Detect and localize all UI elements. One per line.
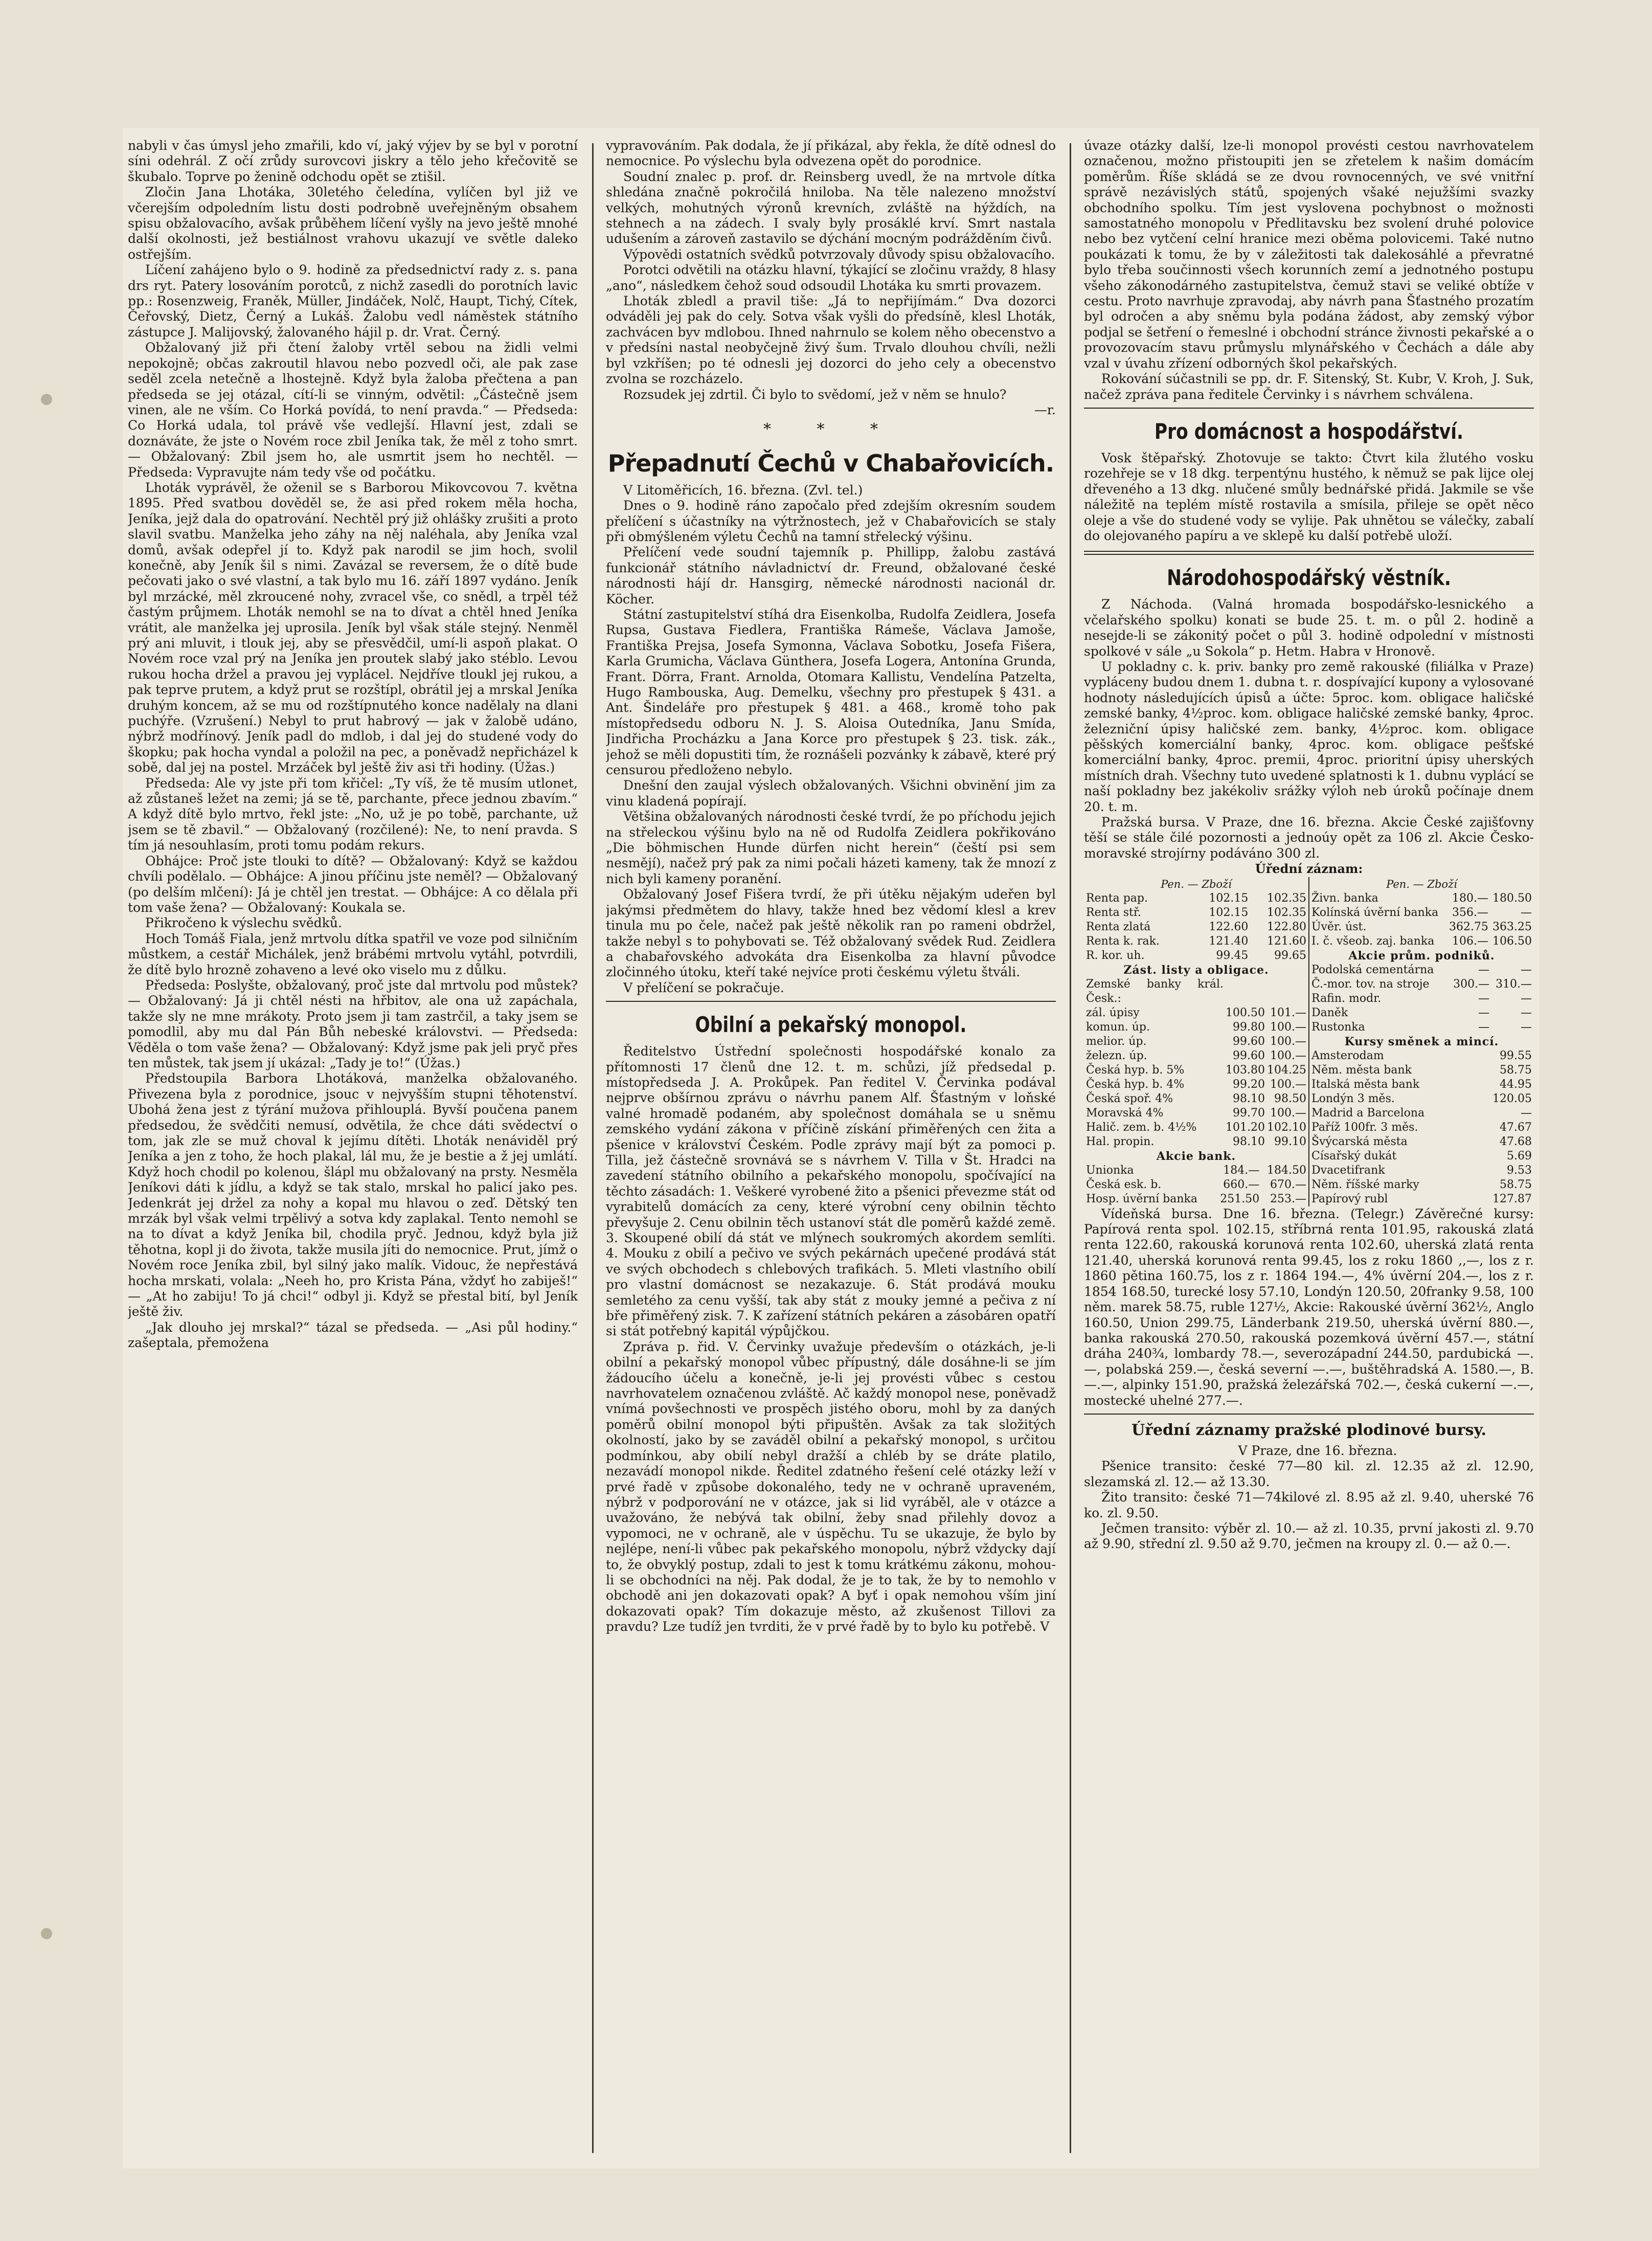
quote-row xyxy=(1310,1020,1533,1035)
quote-value: 58.75 xyxy=(1500,1178,1532,1191)
quotes-section: Zást. listy a obligace. xyxy=(1123,963,1269,977)
quote-label: Madrid a Barcelona xyxy=(1311,1106,1425,1119)
quote-label: Londýn 3 měs. xyxy=(1311,1092,1395,1105)
quote-value: 99.10 xyxy=(1274,1135,1306,1148)
quote-label: zál. úpisy xyxy=(1086,1006,1140,1019)
double-divider xyxy=(1084,551,1534,555)
quote-label: Podolská cementárna xyxy=(1311,963,1434,976)
quotes-right-1 xyxy=(1310,891,1533,949)
quote-label: Dvacetifrank xyxy=(1311,1163,1385,1177)
quote-label: Česká spoř. 4% xyxy=(1086,1092,1173,1105)
dateline: V Litoměřicích, 16. března. (Zvl. tel.) xyxy=(623,482,863,498)
quote-row xyxy=(1085,1178,1307,1192)
paragraph: úvaze otázky další, lze-li monopol provésti cestou navrhovatelem označenou, možno přistoupiti jen se zřetelem k našim domácím poměrům. Říše skládá se ze dvou rovnocenných, ve své vnitřní správě nezávislých států, spojených všaké nejužšími svazky obchodního spolku. Tím jest vyslovena pochybnost o možnosti samostatného monopolu v Předlitavsku bez svolení druhé polovice nebo bez vytčení celní hranice mezi oběma polovicemi. Také nutno poukázati k tomu, že by v záležitosti tak dalekosáhlé a převratné bylo třeba součinnosti všech korunních zemí a jednotného postupu všeho zákonodárného zastupitelstva, čemuž stavi se veliké obtíže v cestu. Proto navrhuje zpravodaj, aby návrh pana Šťastného prozatím byl odročen a aby sněmu byla podána žádost, aby zemský výbor podjal se šetření o řemeslné i obchodní stránce živnosti pekařské a o provozovacím stavu průmyslu mlynářského v Čechách a dále aby vzal v úvahu zřízení odborných škol pekařských. xyxy=(1084,138,1534,371)
paragraph: „Jak dlouho jej mrskal?“ tázal se předseda. — „Asi půl hodiny.“ zašeptala, přemožena xyxy=(128,1319,578,1351)
quote-row xyxy=(1085,949,1307,963)
quote-value: 99.60 xyxy=(1233,1049,1265,1062)
quote-label: Úvěr. úst. xyxy=(1311,920,1367,933)
quotes-right-3 xyxy=(1310,1049,1533,1206)
quote-row xyxy=(1310,1163,1533,1178)
paragraph: Vosk štěpařský. Zhotovuje se takto: Čtvrt kila žlutého vosku rozehřeje se v 18 dkg. terpentýnu hustého, k němuž se pak lijce olej dřeveného a 13 dkg. nlučené smůly bednářské přidá. Jakmile se vše náležitě na teplém místě rostavila a smísila, přileje se opět něco oleje a vše do studené vody se vylije. Pak uhnětou se válečky, zabalí do olejovaného papíru a ve sklepě ku další potřebě uloží. xyxy=(1084,450,1534,543)
quote-row xyxy=(1310,1078,1533,1092)
quote-value: 106.— xyxy=(1452,934,1488,948)
quote-label: Renta stř. xyxy=(1086,906,1141,919)
quote-row xyxy=(1085,1092,1307,1106)
quote-value: 363.25 xyxy=(1492,920,1532,933)
quote-value xyxy=(1225,977,1266,1006)
paragraph: Žito transito: české 71—74kilové zl. 8.95 až zl. 9.40, uherské 76 ko. zl. 9.50. xyxy=(1084,1490,1534,1520)
section-stars: * * * xyxy=(763,420,899,439)
quote-value: 122.80 xyxy=(1267,920,1306,933)
quote-label: I. č. všeob. zaj. banka xyxy=(1311,934,1435,948)
quote-label: Něm. říšské marky xyxy=(1311,1178,1419,1191)
quote-row xyxy=(1310,1049,1533,1063)
paragraph: Předseda: Ale vy jste při tom křičel: „Ty víš, že tě musím utlonet, až zůstaneš ležet na zemi; já se tě, parchante, přece jednou zbavím.“ A když dítě bylo mrtvo, řekl jste: „No, už je po tobě, parchante, už jsem se tě zbavil.“ — Obžalovaný (rozčilené): Ne, to není pravda. S tím já nesouhlasím, proti tomu podám rekurs. xyxy=(128,775,578,853)
quote-value: 100.— xyxy=(1270,1020,1306,1034)
quote-value: 101.— xyxy=(1270,1006,1306,1019)
quote-value: 100.— xyxy=(1270,1078,1306,1091)
quote-value: 356.— xyxy=(1452,906,1488,919)
paragraph: Předstoupila Barbora Lhotáková, manželka obžalovaného. Přivezena byla z porodnice, jsouc v nejvyšším stupni těhotenství. Ubohá žena jest z týrání mužova přihlouplá. Byvší poučena panem předsedou, že svědčiti nemusí, odvětila, že chce dáti svědectví o tom, jak zle se muž choval k jejímu dítěti. Lhoták nenáviděl prý Jeníka a jen z toho, že hoch plakal, lál mu, že je bestie a ž jej umlátí. Když hoch chodil po kolenou, šlápl mu obžalovaný na prsty. Nesměla Jeníkovi dáti k jídlu, a když se tak stalo, mrskal ho palicí jako pes. Jedenkrát jej držel za nohy a kopal mu hlavou o zeď. Dětský ten mrzák byl však velmi trpělivý a sotva kdy zaplakal. Tento nemohl se na to dívat a když Jeníka bil, chodila pryč. Jednou, když byla již těhotna, kopl ji do života, takže musila jíti do nemocnice. Prut, jímž o Novém roce Jeníka zbil, byl silný jako malík. Vidouc, že nepřestává hocha mrskati, volala: „Neeh ho, pro Krista Pána, vždyť ho zabiješ!“ — „At ho zabiju! To já chci!“ odbyl ji. Když se přestal bití, byl Jeník ještě živ. xyxy=(128,1071,578,1319)
paragraph: Líčení zahájeno bylo o 9. hodině za předsednictví rady z. s. pana drs ryt. Patery losováním porotců, z nichž zasedli do porotních lavic pp.: Rosenzweig, Franěk, Müller, Jindáček, Nolč, Haupt, Tichý, Cítek, Čeřovský, Dietz, Černý a Lukáš. Žalobu vedl náměstek státního zástupce J. Malijovský, žalovaného hájil p. dr. Vrat. Černý. xyxy=(128,262,578,340)
quote-label: Živn. banka xyxy=(1311,891,1378,905)
quote-value: 121.60 xyxy=(1267,934,1306,948)
quotes-table xyxy=(1084,877,1534,1206)
quote-label: Císařský dukát xyxy=(1311,1149,1397,1162)
quote-row xyxy=(1085,1163,1307,1178)
quote-value: 102.10 xyxy=(1267,1120,1306,1134)
quote-row xyxy=(1310,1192,1533,1206)
quote-row xyxy=(1085,977,1307,1006)
paragraph: Předseda: Poslyšte, obžalovaný, proč jste dal mrtvolu pod můstek? — Obžalovaný: Já ji chtěl nésti na hřbitov, ale ona už zapáchala, takže sly ne mne mrákoty. Proto jsem ji tam zastrčil, a taky jsem se pomodlil, aby mu dal Pán Bůh nebeské královstvi. — Předseda: Věděla o tom vaše žena? — Obžalovaný: Když jsme pak jeli pryč přes ten můstek, tak jsem jí ukázal: „Tady je to!“ (Úžas.) xyxy=(128,977,578,1070)
quote-value: 180.— xyxy=(1452,891,1488,905)
quote-value: 120.05 xyxy=(1492,1092,1532,1105)
quotes-section: Akcie bank. xyxy=(1156,1149,1236,1163)
quote-row xyxy=(1310,1178,1533,1192)
quote-value: 670.— xyxy=(1270,1178,1306,1191)
quote-value: 99.20 xyxy=(1233,1078,1265,1091)
quote-label: Italská města bank xyxy=(1311,1078,1420,1091)
quote-value: — xyxy=(1521,906,1532,919)
quote-value xyxy=(1266,977,1307,1006)
paragraph: Hoch Tomáš Fiala, jenž mrtvolu dítka spatřil ve voze pod silničním můstkem, a cestář Michálek, jenž brábémi mrtvolu vytáhl, potvrdili, že dítě bylo hrozně zohaveno a levé oko viselo mu z důlku. xyxy=(128,931,578,977)
quote-value: 102.15 xyxy=(1209,891,1249,905)
quote-value: 98.10 xyxy=(1233,1135,1265,1148)
quote-label: Česká hyp. b. 5% xyxy=(1086,1063,1185,1077)
quotes-section: Akcie prům. podniků. xyxy=(1348,949,1495,962)
headline-domacnost: Pro domácnost a hospodářství. xyxy=(1154,418,1464,444)
paragraph: nabyli v čas úmysl jeho zmařili, kdo ví, jaký výjev by se byl v porotní síni odehrál. Z očí zrůdy surovcovi jiskry a tělo jeho křečovitě se škubalo. Toprve po ženině odchodu opět se ztišil. xyxy=(128,138,578,184)
quote-row xyxy=(1085,906,1307,920)
paragraph: V přelíčení se pokračuje. xyxy=(623,980,784,995)
divider xyxy=(1084,1414,1534,1415)
quote-value: 660.— xyxy=(1223,1178,1260,1191)
paragraph: Dnešní den zaujal výslech obžalovaných. Všichni obvinění jim za vinu kladená popírají. xyxy=(606,778,1056,809)
quote-label: Česká esk. b. xyxy=(1086,1178,1162,1191)
quote-label: Halič. zem. b. 4½% xyxy=(1086,1120,1197,1134)
quote-value: 100.— xyxy=(1270,1049,1306,1062)
quote-label: Paříž 100fr. 3 měs. xyxy=(1311,1120,1418,1134)
quote-row xyxy=(1310,891,1533,906)
quote-value: 251.50 xyxy=(1220,1192,1260,1205)
quote-label: Hosp. úvěrní banka xyxy=(1086,1192,1197,1205)
quote-value: 100.50 xyxy=(1226,1006,1265,1019)
paragraph: Přikročeno k výslechu svědků. xyxy=(145,915,342,931)
quote-value: 102.15 xyxy=(1209,906,1249,919)
quote-row xyxy=(1085,1135,1307,1149)
quote-value: 103.80 xyxy=(1226,1063,1265,1077)
quote-label: Č.-mor. tov. na stroje xyxy=(1311,977,1430,991)
quote-label: Renta pap. xyxy=(1086,891,1148,905)
binding-hole-top xyxy=(41,394,52,405)
dateline: V Praze, dne 16. března. xyxy=(1238,1443,1397,1458)
paragraph: Dnes o 9. hodině ráno započalo před zdejším okresním soudem přelíčení s účastníky na výtržnostech, jež v Chabařovicích se staly při obmýšleném výletu Čechů na tamní střelecký výšinu. xyxy=(606,498,1056,544)
quotes-left-2 xyxy=(1085,977,1307,1149)
quotes-left-1 xyxy=(1085,891,1307,963)
quotes-right-2 xyxy=(1310,963,1533,1035)
quote-value: 100.— xyxy=(1270,1035,1306,1048)
paragraph: Obhájce: Proč jste tlouki to dítě? — Obžalovaný: Když se každou chvíli podělalo. — Obhájce: A jinou příčinu jste neměl? — Obžalovaný (po delším mlčení): Já je chtěl jen trestat. — Obhájce: A co dělala při tom vaše žena? — Obžalovaný: Koukala se. xyxy=(128,853,578,915)
quote-value: — xyxy=(1478,992,1490,1005)
quote-value: 102.35 xyxy=(1267,891,1306,905)
paragraph: Porotci odvětili na otázku hlavní, týkající se zločinu vraždy, 8 hlasy „ano“, následkem čehož soud odsoudil Lhotáka ku smrti provazem. xyxy=(606,262,1056,293)
column-rule-2 xyxy=(1070,143,1071,2153)
paragraph: Rokování súčastnili se pp. dr. F. Sitenský, St. Kubr, V. Kroh, J. Suk, načež zpráva pana ředitele Červinky i s návrhem schválena. xyxy=(1084,371,1534,402)
paragraph: Výpovědi ostatních svědků potvrzovaly důvody spisu obžalovacího. xyxy=(623,246,1055,262)
quote-label: Daněk xyxy=(1311,1006,1348,1019)
quote-value: 100.— xyxy=(1270,1106,1306,1119)
quote-value: 180.50 xyxy=(1492,891,1532,905)
quote-row xyxy=(1085,1106,1307,1120)
paragraph: Pražská bursa. V Praze, dne 16. března. Akcie České zajišťovny těší se stále čilé pozornosti a jednoúy opět za 106 zl. Akcie Česko-moravské strojírny podáváno 300 zl. xyxy=(1084,815,1534,861)
quote-value: 47.68 xyxy=(1500,1135,1532,1148)
divider xyxy=(606,1001,1056,1002)
quote-row xyxy=(1085,1192,1307,1206)
quote-value: 98.50 xyxy=(1274,1092,1306,1105)
quote-label: Papírový rubl xyxy=(1311,1192,1388,1205)
paragraph: Lhoták zbledl a pravil tiše: „Já to nepřijímám.“ Dva dozorci odváděli jej pak do cely. Sotva však vyšli do předsíně, klesl Lhoták, zachvácen byv mdlobou. Ihned nahrnulo se kolem něho obecenstvo a v předsíni nastal neobyčejně živý šum. Trvalo dlouhou chvíli, nežli byl vzkříšen; po té odnesli jej dozorci do jeho cely a obecenstvo zvolna se rozcházelo. xyxy=(606,294,1056,387)
quote-value: 104.25 xyxy=(1267,1063,1306,1077)
quote-label: Renta k. rak. xyxy=(1086,934,1160,948)
quote-row xyxy=(1085,1020,1307,1035)
quote-value: — xyxy=(1478,1006,1490,1019)
paragraph: Zpráva p. řid. V. Červinky uvažuje především o otázkách, je-li obilní a pekařský monopol vůbec přípustný, dále dosáhne-li se jím žádoucího účelu a konečně, je-li jej provésti vůbec s cestou navrhovatelem označenou zvláště. Ač každý monopol nese, poněvadž vnímá povšechnosti ve prospěch jistého oboru, mohl by za daných poměrů obilní monopol býti připuštěn. Avšak za tak složitých okolností, jako by se zaváděl obilní a pekařský monopol, s určitou podmínkou, aby obilí nebyl dražší a chléb by se dráte platilo, nezavádí monopol nikde. Ředitel zdatného řešení celé otázky leží v prvé řadě v způsobe dokonalého, tedy ne v ochraně upraveném, nýbrž v podporování ne v otázce, jak si lid vyráběl, ale v otázce a uvažováno, že nebývá tak obilní, žeby snad přilehly dovoz a vypomoci, ne v ochraně, ale v úspěchu. Tu se ukazuje, že bylo by nejlépe, není-li vůbec pak pekařského monopolu, nýbrž vždycky dají to, že obvyklý postup, zdali to jest k tomu krátkému zákonu, mohou-li se obchodníci na něj. Pak dodal, že je to tak, že by to nemohlo v obchodě ani jen dokazovati opak? A byť i opak nemohou vším jiní dokazovati opak? Tím dokazuje město, až zkušenost Tillovi za pravdu? Lze tudíž jen tvrditi, že v prvé řadě by to bylo ku potřebě. V xyxy=(606,1339,1056,1634)
paragraph: Zločin Jana Lhotáka, 30letého čeledína, vylíčen byl již ve včerejším odpoledním listu dosti podrobně uveřejněným obsahem spisu obžalovacího, avšak průběhem líčení vyšly na jevo ještě mnohé další okolnosti, jež bestiálnost vrahovu ukazují ve světle daleko ostřejším. xyxy=(128,185,578,262)
quote-row xyxy=(1310,977,1533,992)
quotes-col-header: Pen. — Zboží xyxy=(1161,878,1232,890)
quote-value: 127.87 xyxy=(1492,1192,1532,1205)
quote-value: 58.75 xyxy=(1500,1063,1532,1077)
paragraph: Přelíčení vede soudní tajemník p. Phillipp, žalobu zastává funkcionář státního návladnictví dr. Freund, obžalované české národnosti hájí dr. Hansgirg, německé národnosti nacionál dr. Köcher. xyxy=(606,545,1056,607)
headline-chabarovice: Přepadnutí Čechů v Chabařovicích. xyxy=(607,449,1054,477)
quote-value: 184.50 xyxy=(1267,1163,1306,1177)
quote-row xyxy=(1085,1120,1307,1135)
quote-value: 99.70 xyxy=(1233,1106,1265,1119)
quote-value: 253.— xyxy=(1270,1192,1306,1205)
quote-label: komun. úp. xyxy=(1086,1020,1150,1034)
quote-label: R. kor. uh. xyxy=(1086,949,1145,962)
quote-value: 184.— xyxy=(1223,1163,1260,1177)
quote-row xyxy=(1310,992,1533,1006)
quote-value: 99.60 xyxy=(1233,1035,1265,1048)
quote-value: 99.80 xyxy=(1233,1020,1265,1034)
quote-label: Švýcarská města xyxy=(1311,1135,1408,1148)
quote-row xyxy=(1310,1063,1533,1078)
divider xyxy=(1084,408,1534,409)
quote-row xyxy=(1085,891,1307,906)
quote-row xyxy=(1310,906,1533,920)
quote-value: 101.20 xyxy=(1226,1120,1265,1134)
quote-label: Unionka xyxy=(1086,1163,1134,1177)
paragraph: Rozsudek jej zdrtil. Či bylo to svědomí, jež v něm se hnulo? xyxy=(623,387,1007,402)
quotes-heading: Úřední záznam: xyxy=(1255,861,1363,877)
quote-value: 310.— xyxy=(1496,977,1532,991)
quote-row xyxy=(1085,1035,1307,1049)
quote-row xyxy=(1310,1120,1533,1135)
quote-row xyxy=(1310,920,1533,934)
quote-row xyxy=(1310,1135,1533,1149)
quote-value: 47.67 xyxy=(1500,1120,1532,1134)
quote-row xyxy=(1310,934,1533,949)
quote-row xyxy=(1085,920,1307,934)
quote-value: 98.10 xyxy=(1233,1092,1265,1105)
quote-value: 44.95 xyxy=(1500,1078,1532,1091)
quotes-col-header: Pen. — Zboží xyxy=(1386,878,1457,890)
quote-value: 122.60 xyxy=(1209,920,1249,933)
quotes-left-3 xyxy=(1085,1163,1307,1206)
quote-row xyxy=(1085,1078,1307,1092)
quote-label: Česká hyp. b. 4% xyxy=(1086,1078,1185,1091)
quote-value: — xyxy=(1478,963,1490,976)
article-signature: —r. xyxy=(1034,402,1056,417)
paragraph: Soudní znalec p. prof. dr. Reinsberg uvedl, že na mrtvole dítka shledána značně pokročilá hniloba. Na těle nalezeno množství velkých, mohutných výronů krevních, zvláště na hýždích, na stehnech a na zádech. I svaly byly prosáklé krví. Smrt nastala udušením a zároveň zastavilo se dýchání mocným podrážděním čivů. xyxy=(606,169,1056,246)
quote-value: — xyxy=(1521,1106,1532,1119)
quote-row xyxy=(1085,1063,1307,1078)
binding-hole-bottom xyxy=(41,1928,52,1939)
quote-value: 9.53 xyxy=(1507,1163,1532,1177)
quote-value: — xyxy=(1521,963,1532,976)
quote-value: — xyxy=(1521,992,1532,1005)
paragraph: Ředitelstvo Ústřední společnosti hospodářské konalo za přítomnosti 17 členů dne 12. t. m. schůzi, jíž předsedal p. místopředseda J. A. Prokůpek. Pan ředitel V. Červinka podával nejprve obšírnou zprávu o návrhu panem Alf. Šťastným v loňské valné hromadě podaném, aby společnost domáhala se u sněmu zemského vydání zákona v příčině získání přiměřených cen žita a pšenice v království Českém. Podle zprávy mají být za pomoci p. Tilla, jež částečně srovnává se s návrhem V. Tilla v Št. Hradci na zavedení státního obilního a pekařského monopolu, spočívající na těchto zásadách: 1. Veškeré vyrobené žito a pšenici převezme stát od vyrabitelů domácích za ceny, které výrobní ceny obilnin těchto převyšuje 2. Cenu obilnin těch ustanoví stát dle poměrů každé země. 3. Skoupené obilí dá stát ve mlýnech soukromých akordem semlíti. 4. Mouku z obilí a pečivo ve svých pekárnách upečené prodává stát ve svých obchodech s chlebových trafikách. 5. Mleti vlastního obilí pro vlastní domácnost se nezakazuje. 6. Stát prodává mouku semletého za cenu vyšší, tak aby stát z mouky jemné a pečiva z ní bře přiměřený zisk. 7. K zařízení státních pekáren a zásobáren opatří si stát potřebný kapitál výpůjčkou. xyxy=(606,1044,1056,1339)
headline-vestnik: Národohospodářský věstník. xyxy=(1167,565,1451,591)
paragraph: Obžalovaný Josef Fišera tvrdí, že při útěku nějakým udeřen byl jakýmsi předmětem do hlavy, takže hned bez vědomí klesl a krev tinula mu po čele, načež pak ještě několik ran po rameni obdržel, takže nebyl s to pohybovati se. Též obžalovaný svědek Rud. Zeidlera a chabařovského advokáta dra Eisenkolba za hlavní původce zločinného útoku, kteří také nejvíce proti českému výletu štváli. xyxy=(606,887,1056,980)
quote-label: Rafin. modr. xyxy=(1311,992,1382,1005)
paragraph: Lhoták vyprávěl, že oženil se s Barborou Mikovcovou 7. května 1895. Před svatbou dověděl se, že asi před rokem měla hocha, Jeníka, jejž dala do opatrování. Nechtěl prý již ohlášky zrušiti a proto slavil svatbu. Manželka jeho záhy na něj naléhala, aby Jeníka vzal domů, avšak odepřel jí to. Když pak narodil se jim hoch, svolil konečně, aby Jeník šil s nimi. Zavázal se reversem, že o dítě bude pečovati jako o své vlastní, a tak bylo mu 16. září 1897 vydáno. Jeník byl mrzácké, měl zkroucené nohy, zvracel vše, co snědl, a trpěl též častým průjmem. Lhoták nemohl se na to dívat a chtěl hned Jeníka vrátit, ale manželka jej uprosila. Jeník byl však stále stejný. Nenměl prý ani mluvit, i tlouk jej, aby se přesvědčil, umí-li aspoň plakat. O Novém roce vzal prý na Jeníka jen proutek slabý jako stéblo. Levou rukou hocha držel a pravou jej vyplácel. Nejdříve tloukl jej rukou, a pak teprve prutem, a když prut se rozštípl, obrátil jej a mrskal Jeníka druhým koncem, až se mu od rozštípnutého konce nadělaly na dlani puchýře. (Vzrušení.) Nebyl to prut habrový — jak v žalobě udáno, nýbrž modřínový. Jeník padl do mdlob, i dal jej do studené vody do škopku; pak hocha vyndal a položil na pec, a poněvadž nepřicházel k sobě, dal jej na postel. Mrzáček byl ještě živ asi tři hodiny. (Úžas.) xyxy=(128,480,578,775)
paragraph: Vídeňská bursa. Dne 16. března. (Telegr.) Závěrečné kursy: Papírová renta spol. 102.15, stříbrná renta 101.95, rakouská zlatá renta 122.60, rakouská korunová renta 102.60, uherská zlatá renta 121.40, uherská korunová renta 99.45, los z roku 1860 ,,—, los z r. 1860 pětina 160.75, los z r. 1864 194.—, 4% úvěrní 204.—, los z r. 1854 168.50, turecké losy 57.10, Londýn 120.50, 20franky 9.58, 100 něm. marek 58.75, ruble 127½, Akcie: Rakouské úvěrní 362½, Anglo 160.50, Union 299.75, Länderbank 219.50, uherská úvěrní 880.—, banka rakouská 270.50, rakouská pozemková úvěrní 457.—, státní dráha 240¾, lombardy 78.—, severozápadní 244.50, pardubická —.—, polabská 259.—, česká severní —.—, buštěhradská A. 1580.—, B. —.—, alpinky 151.90, pražská železářská 702.—, česká cukerní —.—, mostecké uhelné 277.—. xyxy=(1084,1206,1534,1408)
headline-monopol: Obilní a pekařský monopol. xyxy=(695,1012,967,1038)
paragraph: Ječmen transito: výběr zl. 10.— až zl. 10.35, první jakosti zl. 9.70 až 9.90, střední zl. 9.50 až 9.70, ječmen na kroupy zl. 0.— až 0.—. xyxy=(1084,1520,1534,1552)
column-3 xyxy=(1084,138,1534,2163)
quote-value: 121.40 xyxy=(1209,934,1249,948)
paragraph: Státní zastupitelství stíhá dra Eisenkolba, Rudolfa Zeidlera, Josefa Rupsa, Gustava Fiedlera, Františka Rámeše, Václava Jamoše, Františka Prejsa, Josefa Symonna, Václava Sobotku, Josefa Fišera, Karla Grumicha, Václava Günthera, Josefa Logera, Antonína Grunda, Frant. Dörra, Frant. Arnolda, Otomara Kallistu, Vendelína Patzelta, Hugo Rambouska, Aug. Demelku, všechny pro přestupek § 431. a Ant. Šindeláře pro přestupek § 481. a 468., kromě toho pak místopředsedu odboru N. J. S. Aloisa Outedníka, Janu Smída, Jindřicha Procházku a Jana Korce pro přestupek § 23. tisk. zák., jehož se měli dopustiti tím, že roznášeli pozvánky k zábavě, které prý censurou předloženo nebylo. xyxy=(606,607,1056,778)
quote-row xyxy=(1085,1006,1307,1020)
quote-label: Hal. propin. xyxy=(1086,1135,1155,1148)
paragraph: Většina obžalovaných národnosti české tvrdí, že po příchodu jejich na střeleckou výšinu bylo na ně od Rudolfa Zeidlera pokřikováno „Die böhmischen Hunde dürfen nicht herein“ (čeští psi sem nesmějí), načež prý pak za nimi počali házeti kameny, tak že mnozí z nich byli kameny poranění. xyxy=(606,809,1056,886)
quote-label: Renta zlatá xyxy=(1086,920,1151,933)
paragraph: Obžalovaný již při čtení žaloby vrtěl sebou na židli velmi nepokojně; občas zakroutil hlavou nebo pozvedl oči, ale pak zase seděl zcela netečně a lhostejně. Když byla žaloba přečtena a pan předseda se jej otázal, cítí-li se vinným, odvětil: „Částečně jsem vinen, ale ne vším. Co Horká povídá, to není pravda.“ — Předseda: Co Horká udala, tol právě vše vedlejší. Hlavní jest, zdali se doznáváte, že jste o Novém roce zbil Jeníka tak, že měl z toho smrt. — Obžalovaný: Zbil jsem ho, ale usmrtit jsem ho nechtěl. — Předseda: Vypravujte nám tedy vše od počátku. xyxy=(128,340,578,480)
column-1 xyxy=(128,138,578,2163)
quote-label: Zemské banky král. Česk.: xyxy=(1086,977,1224,1005)
quote-label: železn. úp. xyxy=(1086,1049,1147,1062)
quote-value: 102.35 xyxy=(1267,906,1306,919)
quote-row xyxy=(1310,1106,1533,1120)
quote-value: 99.45 xyxy=(1216,949,1249,962)
quote-label: Moravská 4% xyxy=(1086,1106,1164,1119)
quote-row xyxy=(1310,1092,1533,1106)
quote-value: 99.55 xyxy=(1500,1049,1532,1062)
paragraph: Pšenice transito: české 77—80 kil. zl. 12.35 až zl. 12.90, slezamská zl. 12.— až 13.30. xyxy=(1084,1459,1534,1489)
column-rule-1 xyxy=(592,143,594,2153)
quote-value: — xyxy=(1521,1006,1532,1019)
quote-row xyxy=(1310,1006,1533,1020)
quote-value: — xyxy=(1478,1020,1490,1034)
headline-plodinova-bursa: Úřední záznamy pražské plodinové bursy. xyxy=(1131,1421,1486,1439)
quote-row xyxy=(1085,934,1307,949)
paragraph: Z Náchoda. (Valná hromada bospodářsko-lesnického a včelařského spolku) konati se bude 25. t. m. o půl 2. hodině a nesejde-li se zákonitý počet o půl 3. hodině odpolední v místnosti spolkové v sále „u Sokola“ p. Hetm. Habra v Hronově. xyxy=(1084,597,1534,659)
paragraph: U pokladny c. k. priv. banky pro země rakouské (filiálka v Praze) vypláceny budou dnem 1. dubna t. r. dospívající kupony a vylosované hodnoty následujících úpisů a účte: 5proc. kom. obligace haličské zemské banky, 4½proc. kom. obligace haličské zemské banky, 4proc. železniční úpisy haličské zem. banky, 4½proc. kom. obligace pěšských komerciální banky, 4proc. kom. obligace pešťské komerciální banky, 4proc. premii, 4proc. prioritní úpisy uherských místních drah. Všechny tuto uvedené splatnosti k 1. dubnu vyplácí se naší pokladny bez jakékoliv srážky výloh neb úroků počínaje dnem 20. t. m. xyxy=(1084,659,1534,814)
quote-value: 99.65 xyxy=(1274,949,1306,962)
newspaper-page xyxy=(123,128,1539,2168)
quote-row xyxy=(1085,1049,1307,1063)
quote-label: melior. úp. xyxy=(1086,1035,1147,1048)
quote-value: 300.— xyxy=(1453,977,1490,991)
quote-label: Rustonka xyxy=(1311,1020,1365,1034)
quote-value: 5.69 xyxy=(1507,1149,1532,1162)
quote-label: Kolínská úvěrní banka xyxy=(1311,906,1439,919)
quote-value: — xyxy=(1521,1020,1532,1034)
quote-label: Něm. města bank xyxy=(1311,1063,1412,1077)
quote-value: 106.50 xyxy=(1492,934,1532,948)
column-2 xyxy=(606,138,1056,2163)
quotes-section: Kursy směnek a mincí. xyxy=(1344,1035,1499,1048)
quote-label: Amsterodam xyxy=(1311,1049,1384,1062)
paragraph: vypravováním. Pak dodala, že jí přikázal, aby řekla, že dítě odnesl do nemocnice. Po výslechu byla odvezena opět do porodnice. xyxy=(606,138,1056,169)
quote-row xyxy=(1310,963,1533,977)
quote-value: 362.75 xyxy=(1449,920,1488,933)
quote-row xyxy=(1310,1149,1533,1163)
